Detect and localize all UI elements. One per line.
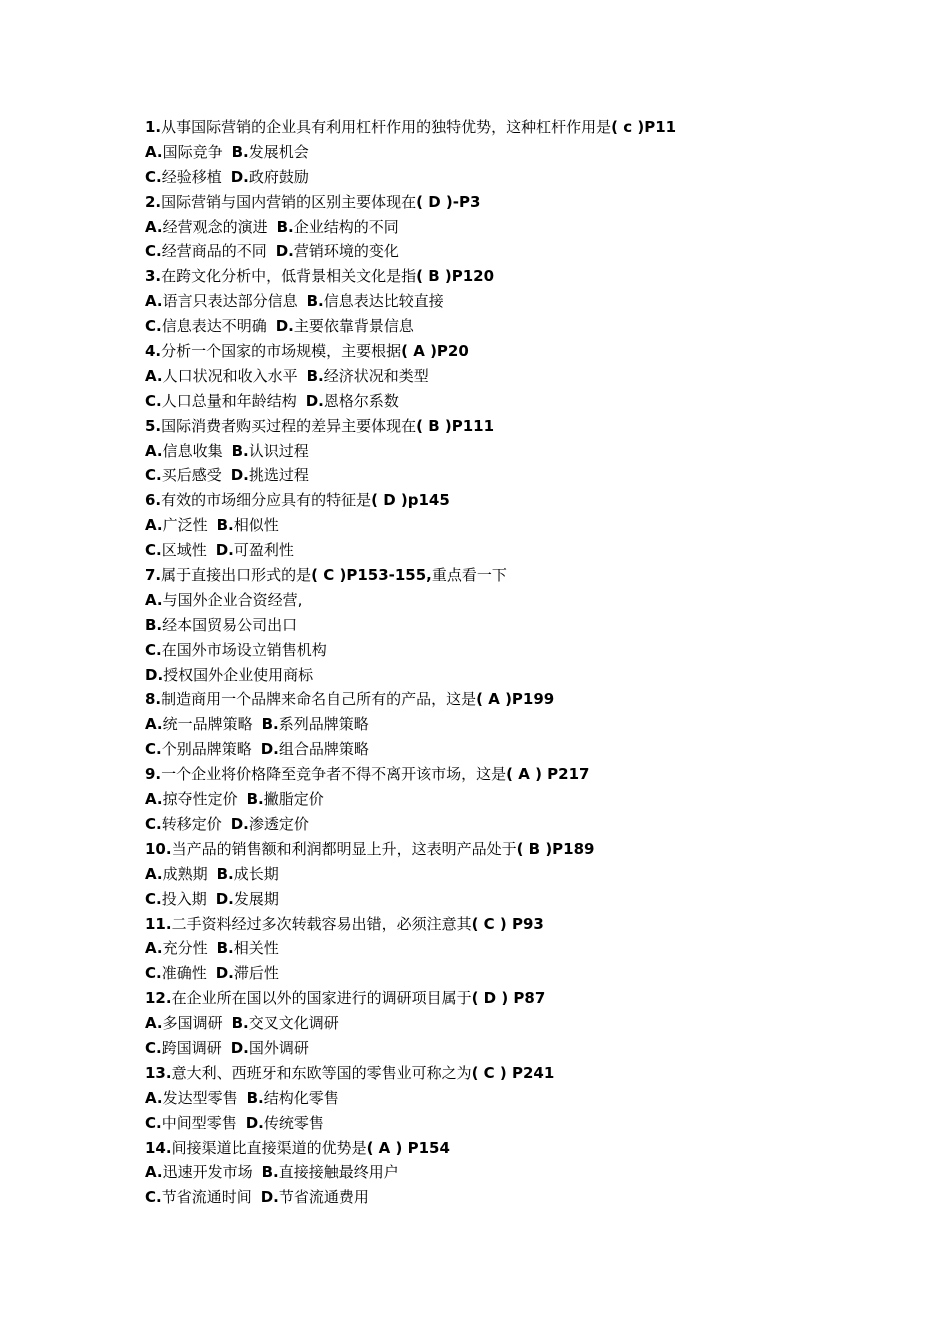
option-key: D. xyxy=(260,740,279,759)
question-text: 在企业所在国以外的国家进行的调研项目属于 xyxy=(171,989,472,1008)
question-line xyxy=(145,264,905,289)
option-text: 授权国外企业使用商标 xyxy=(163,665,314,684)
option-text: 相关性 xyxy=(233,939,279,958)
option-line xyxy=(145,538,905,563)
option-line xyxy=(145,289,905,314)
option-key: C. xyxy=(145,740,162,759)
option-text: 经本国贸易公司出口 xyxy=(162,615,298,634)
option-key: D. xyxy=(230,466,249,485)
option-line xyxy=(145,737,905,762)
option-line xyxy=(145,638,905,663)
question-answer: ( A )P199 xyxy=(476,690,555,709)
option-key: A. xyxy=(145,1014,163,1033)
question-line xyxy=(145,912,905,937)
question-text: 属于直接出口形式的是 xyxy=(161,566,312,585)
question-answer: ( C ) P93 xyxy=(471,914,544,933)
question-line xyxy=(145,115,905,140)
option-line xyxy=(145,961,905,986)
option-text: 主要依靠背景信息 xyxy=(293,317,414,336)
question-line xyxy=(145,762,905,787)
option-line xyxy=(145,364,905,389)
option-line xyxy=(145,613,905,638)
question-line xyxy=(145,190,905,215)
option-text: 个别品牌策略 xyxy=(161,740,252,759)
option-line xyxy=(145,1160,905,1185)
option-text: 政府鼓励 xyxy=(248,167,309,186)
option-line xyxy=(145,1086,905,1111)
option-text: 成长期 xyxy=(233,864,279,883)
question-number: 6. xyxy=(145,491,162,510)
option-line xyxy=(145,787,905,812)
option-key: C. xyxy=(145,640,162,659)
question-answer: ( A ) P154 xyxy=(366,1138,450,1157)
option-text: 掠夺性定价 xyxy=(162,790,238,809)
option-line xyxy=(145,936,905,961)
option-text: 多国调研 xyxy=(162,1014,223,1033)
question-answer: ( C ) P241 xyxy=(471,1063,555,1082)
option-key: C. xyxy=(145,889,162,908)
option-text: 与国外企业合资经营, xyxy=(162,590,303,609)
question-answer: ( A ) P217 xyxy=(506,765,590,784)
question-answer: ( B )P111 xyxy=(416,416,495,435)
option-key: B. xyxy=(306,366,324,385)
question-answer: ( c )P11 xyxy=(611,118,677,136)
option-key: D. xyxy=(275,317,294,336)
option-key: C. xyxy=(145,167,162,186)
option-key: A. xyxy=(145,142,163,161)
option-line xyxy=(145,812,905,837)
option-key: A. xyxy=(145,366,163,385)
option-text: 转移定价 xyxy=(161,814,222,833)
option-key: D. xyxy=(230,167,249,186)
option-key: D. xyxy=(230,1038,249,1057)
option-text: 发展机会 xyxy=(248,142,309,161)
option-text: 国外调研 xyxy=(248,1038,309,1057)
option-text: 节省流通时间 xyxy=(161,1188,252,1207)
option-line xyxy=(145,513,905,538)
question-number: 2. xyxy=(145,192,162,211)
option-text: 国际竞争 xyxy=(162,142,223,161)
option-text: 相似性 xyxy=(233,516,279,535)
option-text: 结构化零售 xyxy=(263,1088,339,1107)
option-key: C. xyxy=(145,242,162,261)
option-line xyxy=(145,663,905,688)
question-text: 分析一个国家的市场规模，主要根据 xyxy=(161,342,402,361)
option-key: A. xyxy=(145,1088,163,1107)
question-number: 3. xyxy=(145,267,162,286)
option-text: 准确性 xyxy=(161,964,207,983)
option-line xyxy=(145,588,905,613)
option-line xyxy=(145,1036,905,1061)
option-key: D. xyxy=(245,1113,264,1132)
option-text: 滞后性 xyxy=(233,964,279,983)
option-text: 营销环境的变化 xyxy=(293,242,399,261)
option-text: 经验移植 xyxy=(161,167,222,186)
option-key: C. xyxy=(145,391,162,410)
option-text: 中间型零售 xyxy=(161,1113,237,1132)
option-key: D. xyxy=(215,889,234,908)
option-text: 投入期 xyxy=(161,889,207,908)
option-key: C. xyxy=(145,964,162,983)
option-text: 企业结构的不同 xyxy=(293,217,399,236)
option-text: 在国外市场设立销售机构 xyxy=(161,640,327,659)
question-answer: ( D )-P3 xyxy=(416,192,481,211)
option-text: 区域性 xyxy=(161,541,207,560)
question-answer: ( C )P153-155, xyxy=(311,566,432,585)
question-answer: ( B )P189 xyxy=(516,839,595,858)
question-line xyxy=(145,837,905,862)
option-text: 经营观念的演进 xyxy=(162,217,268,236)
question-number: 1. xyxy=(145,118,162,136)
option-key: A. xyxy=(145,441,163,460)
option-text: 广泛性 xyxy=(162,516,208,535)
option-key: B. xyxy=(246,790,264,809)
question-text: 二手资料经过多次转载容易出错，必须注意其 xyxy=(171,914,472,933)
question-line xyxy=(145,563,905,588)
option-key: A. xyxy=(145,292,163,311)
option-key: D. xyxy=(275,242,294,261)
option-key: D. xyxy=(305,391,324,410)
option-line xyxy=(145,215,905,240)
option-key: B. xyxy=(261,1163,279,1182)
question-number: 7. xyxy=(145,566,162,585)
question-line xyxy=(145,986,905,1011)
option-text: 人口总量和年龄结构 xyxy=(161,391,297,410)
question-text: 国际消费者购买过程的差异主要体现在 xyxy=(161,416,417,435)
option-key: C. xyxy=(145,1113,162,1132)
question-line xyxy=(145,488,905,513)
option-text: 信息收集 xyxy=(162,441,223,460)
option-line xyxy=(145,887,905,912)
option-text: 跨国调研 xyxy=(161,1038,222,1057)
question-number: 12. xyxy=(145,989,172,1008)
option-key: A. xyxy=(145,864,163,883)
question-number: 13. xyxy=(145,1063,172,1082)
question-text: 意大利、西班牙和东欧等国的零售业可称之为 xyxy=(171,1063,472,1082)
option-text: 交叉文化调研 xyxy=(248,1014,339,1033)
option-text: 经济状况和类型 xyxy=(323,366,429,385)
option-line xyxy=(145,389,905,414)
question-number: 11. xyxy=(145,914,172,933)
option-key: D. xyxy=(260,1188,279,1207)
option-text: 成熟期 xyxy=(162,864,208,883)
option-key: A. xyxy=(145,939,163,958)
option-text: 发展期 xyxy=(233,889,279,908)
option-line xyxy=(145,862,905,887)
question-text: 在跨文化分析中，低背景相关文化是指 xyxy=(161,267,417,286)
option-key: B. xyxy=(145,615,163,634)
option-key: A. xyxy=(145,715,163,734)
question-number: 8. xyxy=(145,690,162,709)
option-text: 人口状况和收入水平 xyxy=(162,366,298,385)
option-key: B. xyxy=(246,1088,264,1107)
option-text: 传统零售 xyxy=(263,1113,324,1132)
question-line xyxy=(145,414,905,439)
option-text: 直接接触最终用户 xyxy=(278,1163,399,1182)
option-key: D. xyxy=(215,541,234,560)
option-key: C. xyxy=(145,1188,162,1207)
option-text: 语言只表达部分信息 xyxy=(162,292,298,311)
question-line xyxy=(145,1061,905,1086)
option-line xyxy=(145,1185,905,1210)
option-key: B. xyxy=(231,441,249,460)
option-text: 买后感受 xyxy=(161,466,222,485)
option-key: D. xyxy=(145,665,164,684)
option-text: 发达型零售 xyxy=(162,1088,238,1107)
option-key: B. xyxy=(231,1014,249,1033)
option-text: 经营商品的不同 xyxy=(161,242,267,261)
option-line xyxy=(145,439,905,464)
option-key: D. xyxy=(230,814,249,833)
question-line xyxy=(145,687,905,712)
option-key: B. xyxy=(276,217,294,236)
question-number: 10. xyxy=(145,839,172,858)
option-line xyxy=(145,140,905,165)
option-key: C. xyxy=(145,541,162,560)
question-line xyxy=(145,339,905,364)
option-key: A. xyxy=(145,1163,163,1182)
option-line xyxy=(145,712,905,737)
question-answer: ( D )p145 xyxy=(371,491,450,510)
option-key: A. xyxy=(145,590,163,609)
question-number: 9. xyxy=(145,765,162,784)
option-key: C. xyxy=(145,814,162,833)
option-key: C. xyxy=(145,317,162,336)
option-text: 恩格尔系数 xyxy=(323,391,399,410)
question-number: 4. xyxy=(145,342,162,361)
document-body xyxy=(145,115,905,1210)
question-text: 制造商用一个品牌来命名自己所有的产品，这是 xyxy=(161,690,477,709)
option-line xyxy=(145,314,905,339)
question-line xyxy=(145,1136,905,1161)
option-key: B. xyxy=(216,939,234,958)
option-text: 迅速开发市场 xyxy=(162,1163,253,1182)
option-text: 挑选过程 xyxy=(248,466,309,485)
option-line xyxy=(145,165,905,190)
option-key: A. xyxy=(145,516,163,535)
question-text: 一个企业将价格降至竞争者不得不离开该市场，这是 xyxy=(161,765,507,784)
option-key: B. xyxy=(216,864,234,883)
option-text: 节省流通费用 xyxy=(278,1188,369,1207)
question-text: 国际营销与国内营销的区别主要体现在 xyxy=(161,192,417,211)
option-text: 统一品牌策略 xyxy=(162,715,253,734)
question-answer: ( D ) P87 xyxy=(471,989,546,1008)
option-text: 可盈利性 xyxy=(233,541,294,560)
option-key: B. xyxy=(216,516,234,535)
question-text: 从事国际营销的企业具有利用杠杆作用的独特优势，这种杠杆作用是 xyxy=(161,118,612,136)
option-key: A. xyxy=(145,217,163,236)
question-answer: ( A )P20 xyxy=(401,342,469,361)
question-note: 重点看一下 xyxy=(431,566,507,585)
option-line xyxy=(145,1111,905,1136)
question-answer: ( B )P120 xyxy=(416,267,495,286)
option-text: 组合品牌策略 xyxy=(278,740,369,759)
question-text: 当产品的销售额和利润都明显上升，这表明产品处于 xyxy=(171,839,517,858)
option-key: B. xyxy=(231,142,249,161)
option-line xyxy=(145,239,905,264)
option-key: B. xyxy=(306,292,324,311)
option-key: A. xyxy=(145,790,163,809)
question-number: 14. xyxy=(145,1138,172,1157)
option-line xyxy=(145,463,905,488)
option-text: 撇脂定价 xyxy=(263,790,324,809)
option-text: 系列品牌策略 xyxy=(278,715,369,734)
option-key: C. xyxy=(145,466,162,485)
question-number: 5. xyxy=(145,416,162,435)
question-text: 间接渠道比直接渠道的优势是 xyxy=(171,1138,367,1157)
option-text: 渗透定价 xyxy=(248,814,309,833)
question-text: 有效的市场细分应具有的特征是 xyxy=(161,491,372,510)
option-key: C. xyxy=(145,1038,162,1057)
option-line xyxy=(145,1011,905,1036)
option-text: 认识过程 xyxy=(248,441,309,460)
option-key: D. xyxy=(215,964,234,983)
option-text: 信息表达不明确 xyxy=(161,317,267,336)
option-text: 信息表达比较直接 xyxy=(323,292,444,311)
option-key: B. xyxy=(261,715,279,734)
option-text: 充分性 xyxy=(162,939,208,958)
